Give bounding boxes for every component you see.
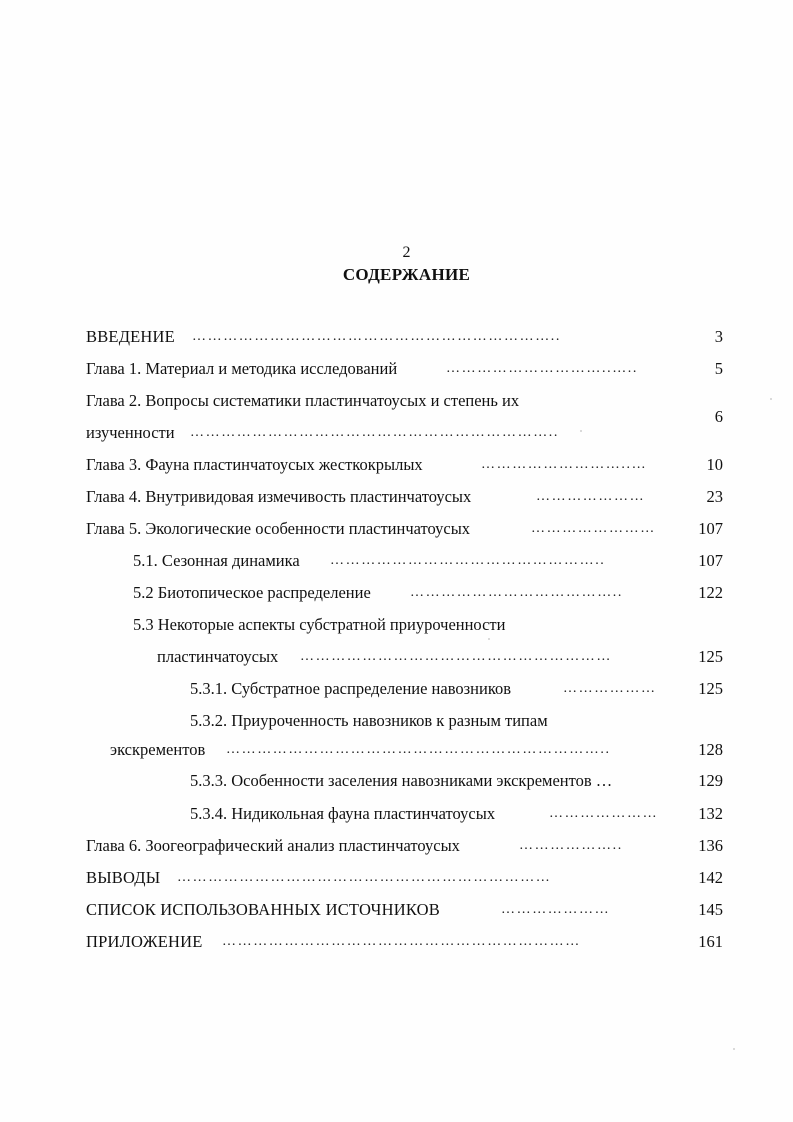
toc-entry-title: Глава 2. Вопросы систематики пластинчатоусых и степень их xyxy=(86,391,520,410)
toc-entry-section-5-3-3[interactable] xyxy=(190,771,612,791)
toc-entry-title: 5.2 Биотопическое распределение xyxy=(133,583,371,602)
toc-entry-title: ВВЕДЕНИЕ xyxy=(86,327,175,346)
toc-entry-title: экскрементов xyxy=(110,740,206,759)
toc-page-number: 125 xyxy=(698,647,723,666)
toc-entry-conclusions[interactable] xyxy=(86,868,160,888)
toc-entry-title: Глава 4. Внутривидовая измечивость пластинчатоусых xyxy=(86,487,472,506)
toc-leader-dots: ……………………………………………………………… xyxy=(177,870,552,885)
toc-leader-dots: ………………… xyxy=(501,902,611,917)
toc-leader-dots: ………………………..… xyxy=(481,457,648,472)
toc-leader-dots: ……………………………………………………………….. xyxy=(226,742,611,757)
toc-entry-references[interactable] xyxy=(86,900,440,920)
toc-page-number: 6 xyxy=(714,407,723,426)
toc-entry-title: Глава 6. Зоогеографический анализ пластинчатоусых xyxy=(86,836,460,855)
toc-leader-dots: …………………………………………….. xyxy=(330,553,606,568)
toc-entry-chapter-2-continued[interactable] xyxy=(86,423,175,443)
toc-leader-dots: ……………….. xyxy=(519,838,623,853)
toc-leader-dots: ………………… xyxy=(536,489,646,504)
toc-entry-section-5-3-continued[interactable] xyxy=(157,647,278,667)
toc-entry-title: Глава 1. Материал и методика исследований xyxy=(86,359,398,378)
toc-entry-title: Глава 5. Экологические особенности пластинчатоусых xyxy=(86,519,471,538)
toc-page-number: 125 xyxy=(698,679,723,698)
toc-page-number: 107 xyxy=(698,519,723,538)
toc-page-number: 161 xyxy=(698,932,723,951)
toc-page-number: 132 xyxy=(698,804,723,823)
toc-page-number: 136 xyxy=(698,836,723,855)
toc-leader-dots: …………………………………………………………….. xyxy=(192,329,561,344)
toc-entry-chapter-5[interactable] xyxy=(86,519,470,539)
toc-entry-title: 5.3.4. Нидикольная фауна пластинчатоусых xyxy=(190,804,496,823)
toc-entry-section-5-3-4[interactable] xyxy=(190,804,495,824)
toc-page-number: 142 xyxy=(698,868,723,887)
toc-page-number: 128 xyxy=(698,740,723,759)
toc-entry-title: 5.3.3. Особенности заселения навозниками экскрементов … xyxy=(190,771,613,790)
toc-entry-title: 5.1. Сезонная динамика xyxy=(133,551,300,570)
toc-entry-title: изученности xyxy=(86,423,175,442)
toc-entry-introduction[interactable] xyxy=(86,327,175,347)
toc-entry-chapter-2[interactable] xyxy=(86,391,519,411)
scan-speck xyxy=(488,638,490,640)
toc-entry-title: пластинчатоусых xyxy=(157,647,279,666)
toc-leader-dots: …………………………………………………………… xyxy=(222,934,581,949)
scan-speck xyxy=(770,398,772,400)
toc-page-number: 5 xyxy=(714,359,723,378)
scan-speck xyxy=(733,1048,735,1050)
toc-page-number: 129 xyxy=(698,771,723,790)
toc-entry-title: ПРИЛОЖЕНИЕ xyxy=(86,932,203,951)
toc-entry-appendix[interactable] xyxy=(86,932,202,952)
toc-entry-title: 5.3 Некоторые аспекты субстратной приуроченности xyxy=(133,615,506,634)
toc-page-number: 122 xyxy=(698,583,723,602)
toc-entry-title: Глава 3. Фауна пластинчатоусых жесткокрылых xyxy=(86,455,423,474)
toc-entry-title: СПИСОК ИСПОЛЬЗОВАННЫХ ИСТОЧНИКОВ xyxy=(86,900,440,919)
toc-leader-dots: ……………… xyxy=(563,681,657,696)
page-number: 2 xyxy=(402,244,411,261)
toc-leader-dots: …………………… xyxy=(531,521,656,536)
toc-entry-chapter-3[interactable] xyxy=(86,455,423,475)
toc-page-number: 107 xyxy=(698,551,723,570)
toc-entry-section-5-3-2[interactable] xyxy=(190,711,548,731)
toc-entry-chapter-1[interactable] xyxy=(86,359,397,379)
toc-entry-section-5-3-1[interactable] xyxy=(190,679,511,699)
toc-entry-chapter-6[interactable] xyxy=(86,836,460,856)
toc-page-number: 10 xyxy=(706,455,723,474)
toc-entry-title: ВЫВОДЫ xyxy=(86,868,161,887)
toc-entry-section-5-1[interactable] xyxy=(133,551,300,571)
toc-leader-dots: …………………………………………………………….. xyxy=(190,425,559,440)
toc-entry-section-5-3-2-continued[interactable] xyxy=(110,740,205,760)
toc-leader-dots: …………………………………………………… xyxy=(300,649,612,664)
toc-entry-section-5-3[interactable] xyxy=(133,615,505,635)
toc-entry-section-5-2[interactable] xyxy=(133,583,371,603)
toc-page-number: 3 xyxy=(714,327,723,346)
toc-leader-dots: ………………… xyxy=(549,806,659,821)
toc-page-number: 145 xyxy=(698,900,723,919)
toc-leader-dots: ………………………………….. xyxy=(410,585,623,600)
toc-leader-dots: …………………………..….. xyxy=(446,361,638,376)
page-title: СОДЕРЖАНИЕ xyxy=(342,265,471,284)
toc-page-number: 23 xyxy=(706,487,723,506)
toc-entry-title: 5.3.2. Приуроченность навозников к разным типам xyxy=(190,711,548,730)
toc-entry-chapter-4[interactable] xyxy=(86,487,471,507)
toc-entry-title: 5.3.1. Субстратное распределение навозников xyxy=(190,679,512,698)
scan-speck xyxy=(580,430,582,432)
